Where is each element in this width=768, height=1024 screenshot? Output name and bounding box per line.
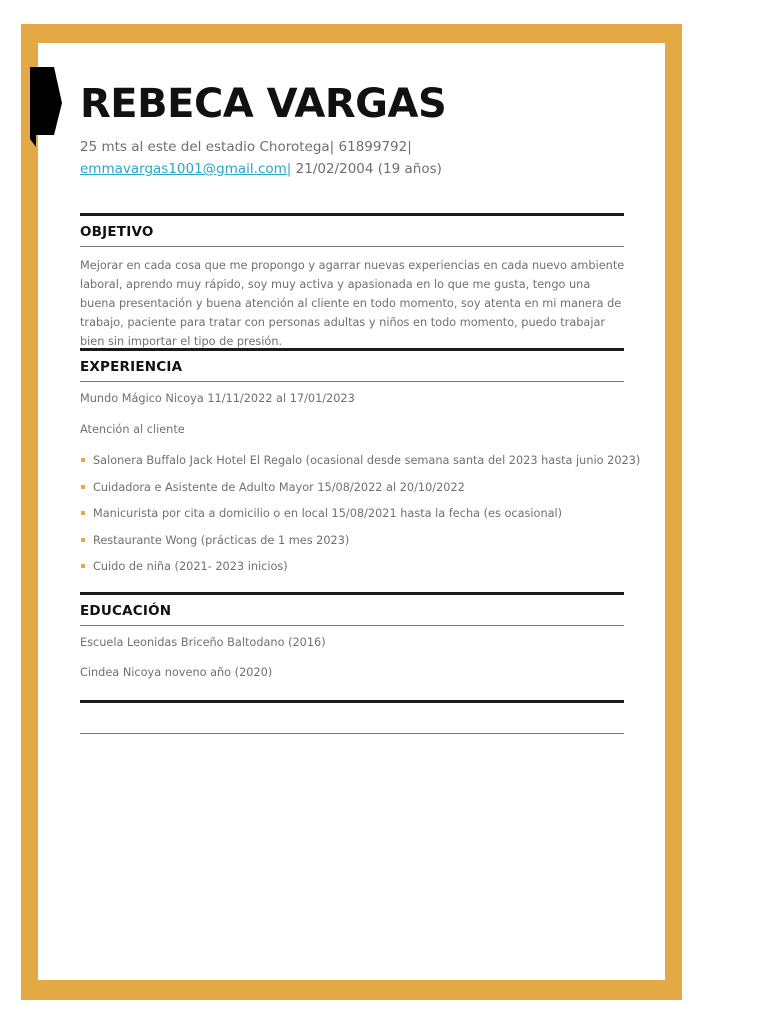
bullet-icon	[81, 564, 85, 568]
bullet-icon	[81, 485, 85, 489]
section-divider-thick	[80, 700, 624, 703]
education-entry: Cindea Nicoya noveno año (2020)	[80, 666, 273, 679]
bullet-icon	[81, 538, 85, 542]
section-divider-thick	[80, 592, 624, 595]
section-title-experiencia: EXPERIENCIA	[80, 359, 183, 375]
list-item-text: Cuidadora e Asistente de Adulto Mayor 15/08/2022 al 20/10/2022	[93, 480, 465, 494]
list-item	[80, 558, 640, 585]
list-item	[80, 532, 640, 559]
objetivo-text: Mejorar en cada cosa que me propongo y agarrar nuevas experiencias en cada nuevo ambiente laboral, aprendo muy rápido, soy muy activa y apasionada en lo que me gusta, tengo una buena presentación y buena atención al cliente en todo momento, soy atenta en mi manera de trabajo, paciente para tratar con personas adultas y niños en todo momento, puedo trabajar bien sin importar el tipo de presión.	[80, 259, 625, 348]
bullet-icon	[81, 458, 85, 462]
education-entry: Escuela Leonidas Briceño Baltodano (2016)	[80, 636, 326, 649]
section-divider-thin	[80, 246, 624, 247]
address-phone: 25 mts al este del estadio Chorotega| 61899792|	[80, 139, 412, 155]
list-item	[80, 505, 640, 532]
experience-entry: Mundo Mágico Nicoya 11/11/2022 al 17/01/2023	[80, 392, 355, 405]
experience-list	[80, 452, 640, 585]
email-link[interactable]: emmavargas1001@gmail.com|	[80, 161, 292, 177]
section-divider-thick	[80, 348, 624, 351]
list-item	[80, 452, 640, 479]
list-item-text: Salonera Buffalo Jack Hotel El Regalo (ocasional desde semana santa del 2023 hasta junio 2023)	[93, 454, 641, 467]
header-tab-marker	[30, 67, 62, 147]
section-divider-thin	[80, 733, 624, 734]
contact-info	[80, 136, 610, 180]
section-divider-thin	[80, 381, 624, 382]
list-item-text: Manicurista por cita a domicilio o en local 15/08/2021 hasta la fecha (es ocasional)	[93, 507, 563, 520]
list-item-text: Restaurante Wong (prácticas de 1 mes 2023)	[93, 533, 350, 547]
experience-role: Atención al cliente	[80, 423, 185, 436]
section-divider-thin	[80, 625, 624, 626]
section-title-objetivo: OBJETIVO	[80, 224, 154, 240]
resume-name: REBECA VARGAS	[80, 81, 447, 127]
birth-date: 21/02/2004 (19 años)	[291, 161, 442, 177]
list-item	[80, 479, 640, 506]
list-item-text: Cuido de niña (2021- 2023 inicios)	[93, 560, 288, 573]
section-divider-thick	[80, 213, 624, 216]
bullet-icon	[81, 511, 85, 515]
section-title-educacion: EDUCACIÓN	[80, 603, 172, 619]
